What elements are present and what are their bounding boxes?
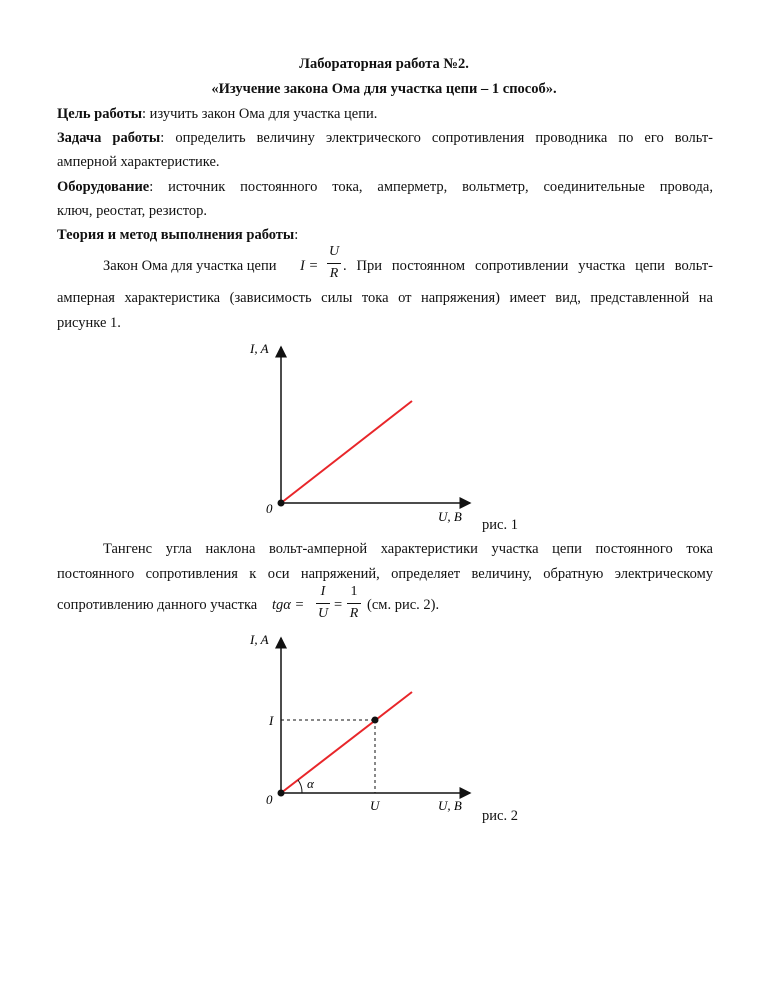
tg-frac2-denominator: R [349,606,359,621]
tg-frac2-bar [347,603,361,604]
tg-formula-lhs: tgα = [272,597,305,613]
figure-2 [240,630,530,830]
ohm-law-after: . При постоянном сопротивлении участка цепи вольт- [343,258,713,274]
goal-paragraph [57,106,377,123]
equipment-line-1 [57,179,713,196]
figure-1 [240,335,530,535]
tangent-line-2: постоянного сопротивления к оси напряжений, определяет величину, обратную электрическому [57,566,713,582]
ohm-formula-denominator: R [329,266,339,281]
ohm-formula-bar [327,263,341,264]
ohm-formula-numerator: U [328,244,340,259]
theory-line-2: амперная характеристика (зависимость силы тока от напряжения) имеет вид, представленной на [57,290,713,306]
tangent-line-3-text: сопротивлению данного участка [57,597,258,613]
tangent-line-1: Тангенс угла наклона вольт-амперной характеристики участка цепи постоянного тока [103,541,713,557]
figure-2-caption: рис. 2 [482,808,518,824]
tg-frac1-bar [316,603,330,604]
fig2-y-label: I, A [250,632,269,647]
equipment-text-1: : источник постоянного тока, амперметр, вольтметр, соединительные провода, [149,179,713,195]
figure-1-caption: рис. 1 [482,517,518,533]
task-line-2: амперной характеристике. [57,154,220,170]
fig1-iv-line [281,401,412,503]
task-label: Задача работы [57,130,161,146]
goal-label: Цель работы [57,106,143,122]
fig2-u-label: U [370,798,380,813]
fig2-i-label: I [269,713,274,728]
fig2-point-dot [372,717,379,724]
fig1-origin-dot [278,500,285,507]
tg-frac1-numerator: I [320,584,326,599]
ohm-law-intro: Закон Ома для участка цепи [103,258,277,274]
equipment-label: Оборудование [57,179,150,195]
doc-title: Лабораторная работа №2. [299,56,469,72]
goal-text: : изучить закон Ома для участка цепи. [142,106,378,122]
fig1-origin-label: 0 [266,501,273,516]
doc-subtitle: «Изучение закона Ома для участка цепи – 1 способ». [211,81,557,97]
fig2-origin-label: 0 [266,792,273,807]
ohm-formula-lhs: I = [300,258,319,274]
tg-equals: = [334,597,343,613]
theory-heading [57,227,298,244]
fig2-x-label: U, B [438,798,462,813]
tangent-line-3-after: (см. рис. 2). [367,597,440,613]
fig2-angle-label: α [307,776,314,791]
fig1-x-label: U, B [438,509,462,524]
fig2-origin-dot [278,790,285,797]
theory-line-3: рисунке 1. [57,315,121,331]
fig2-angle-arc [298,780,302,793]
theory-label: Теория и метод выполнения работы [57,227,295,243]
fig2-iv-line [281,692,412,793]
task-line-1 [57,130,713,147]
theory-colon: : [294,227,299,243]
tg-frac2-numerator: 1 [350,584,358,599]
equipment-line-2: ключ, реостат, резистор. [57,203,207,219]
fig1-y-label: I, A [250,341,269,356]
task-text-1: : определить величину электрического сопротивления проводника по его вольт- [160,130,714,146]
tg-frac1-denominator: U [317,606,329,621]
